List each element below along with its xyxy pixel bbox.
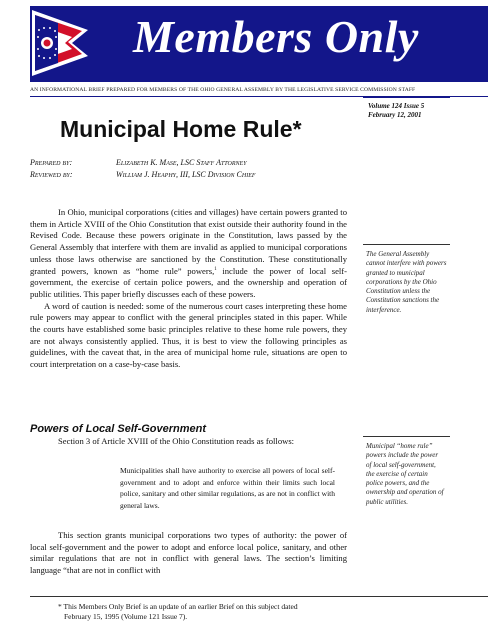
masthead-tagline: AN INFORMATIONAL BRIEF PREPARED FOR MEMBERS OF THE OHIO GENERAL ASSEMBLY BY THE LEGISLATIVE SERVICE COMMISSION STAFF	[30, 87, 416, 93]
issue-volume: Volume 124 Issue 5	[368, 102, 425, 110]
sidebar-2-rule	[363, 436, 450, 437]
ohio-flag-icon	[32, 10, 88, 76]
issue-info	[368, 102, 424, 120]
intro-paragraph-2: A word of caution is needed: some of the numerous court cases interpreting these home rule powers may appear to conflict with the general principles stated in this paper. While the courts have established some basic principles relative to these home rule powers, they are not always consistently applied. Thus, it is best to view the following principles as guidelines, with the caveat that, in the area of municipal home rule, situations are open to court interpretation on a case-by-case basis.	[30, 300, 347, 370]
footnote-ref: 1	[214, 266, 217, 272]
footnote	[58, 602, 298, 621]
sidebar-top-rule	[363, 96, 450, 98]
intro-section	[30, 207, 347, 371]
section-1-lead: Section 3 of Article XVIII of the Ohio Constitution reads as follows:	[58, 436, 295, 446]
intro-paragraph-1-part-a: In Ohio, municipal corporations (cities and villages) have certain powers granted to them in Article XVIII of the Ohio Constitution that exist outside their authority found in the Revised Code. Because these powers originate in the Constitution, laws passed by the General Assembly that interfere with them are invalid as applied to municipal corporations unless those laws otherwise are sanctioned by the Constitution. These constitutionally granted powers, known as “home rule” powers,	[30, 207, 347, 276]
page-title: Municipal Home Rule*	[60, 116, 302, 142]
prepared-by-line	[30, 158, 247, 168]
masthead-title: Members Only	[133, 11, 419, 62]
footnote-line-1: * This Members Only Brief is an update of an earlier Brief on this subject dated	[58, 602, 298, 611]
sidebar-2-text: Municipal “home rule” powers include the power of local self-government, the exercise of certain police powers, and the ownership and operation of public utilities.	[366, 442, 444, 506]
reviewed-by-label: Reviewed by:	[30, 170, 73, 179]
issue-date: February 12, 2001	[368, 111, 422, 119]
prepared-by-name: Elizabeth K. Mase, LSC Staff Attorney	[116, 158, 247, 167]
reviewed-by-line	[30, 170, 256, 180]
sidebar-1-text: The General Assembly cannot interfere with powers granted to municipal corporations by the Ohio Constitution unless the Constitution sanctions the interference.	[366, 250, 447, 314]
intro-paragraph-1-part-b: include the power of local self-government, the exercise of certain police powers, and the ownership and operation of public utilities. This paper briefly discusses each of these powers.	[30, 265, 347, 299]
prepared-by-label: Prepared by:	[30, 158, 73, 167]
sidebar-1-rule	[363, 244, 450, 245]
footnote-rule	[30, 596, 488, 597]
footnote-line-2: February 15, 1995 (Volume 121 Issue 7).	[64, 611, 188, 621]
section-1-body	[30, 530, 347, 577]
section-1-paragraph: This section grants municipal corporations two types of authority: the power of local self-government and the power to adopt and enforce local police, sanitary, and other similar regulations that are not in conflict with general laws. The section’s limiting language “that are not in conflict with	[30, 530, 347, 576]
reviewed-by-name: William J. Heaphy, III, LSC Division Chief	[116, 170, 256, 179]
intro-paragraph-1	[30, 207, 347, 301]
section-heading-local-self-government: Powers of Local Self-Government	[30, 423, 207, 435]
constitution-quote: Municipalities shall have authority to exercise all powers of local self-government and to adopt and enforce within their limits such local police, sanitary and other similar regulations, as are not in conflict with general laws.	[120, 466, 335, 511]
